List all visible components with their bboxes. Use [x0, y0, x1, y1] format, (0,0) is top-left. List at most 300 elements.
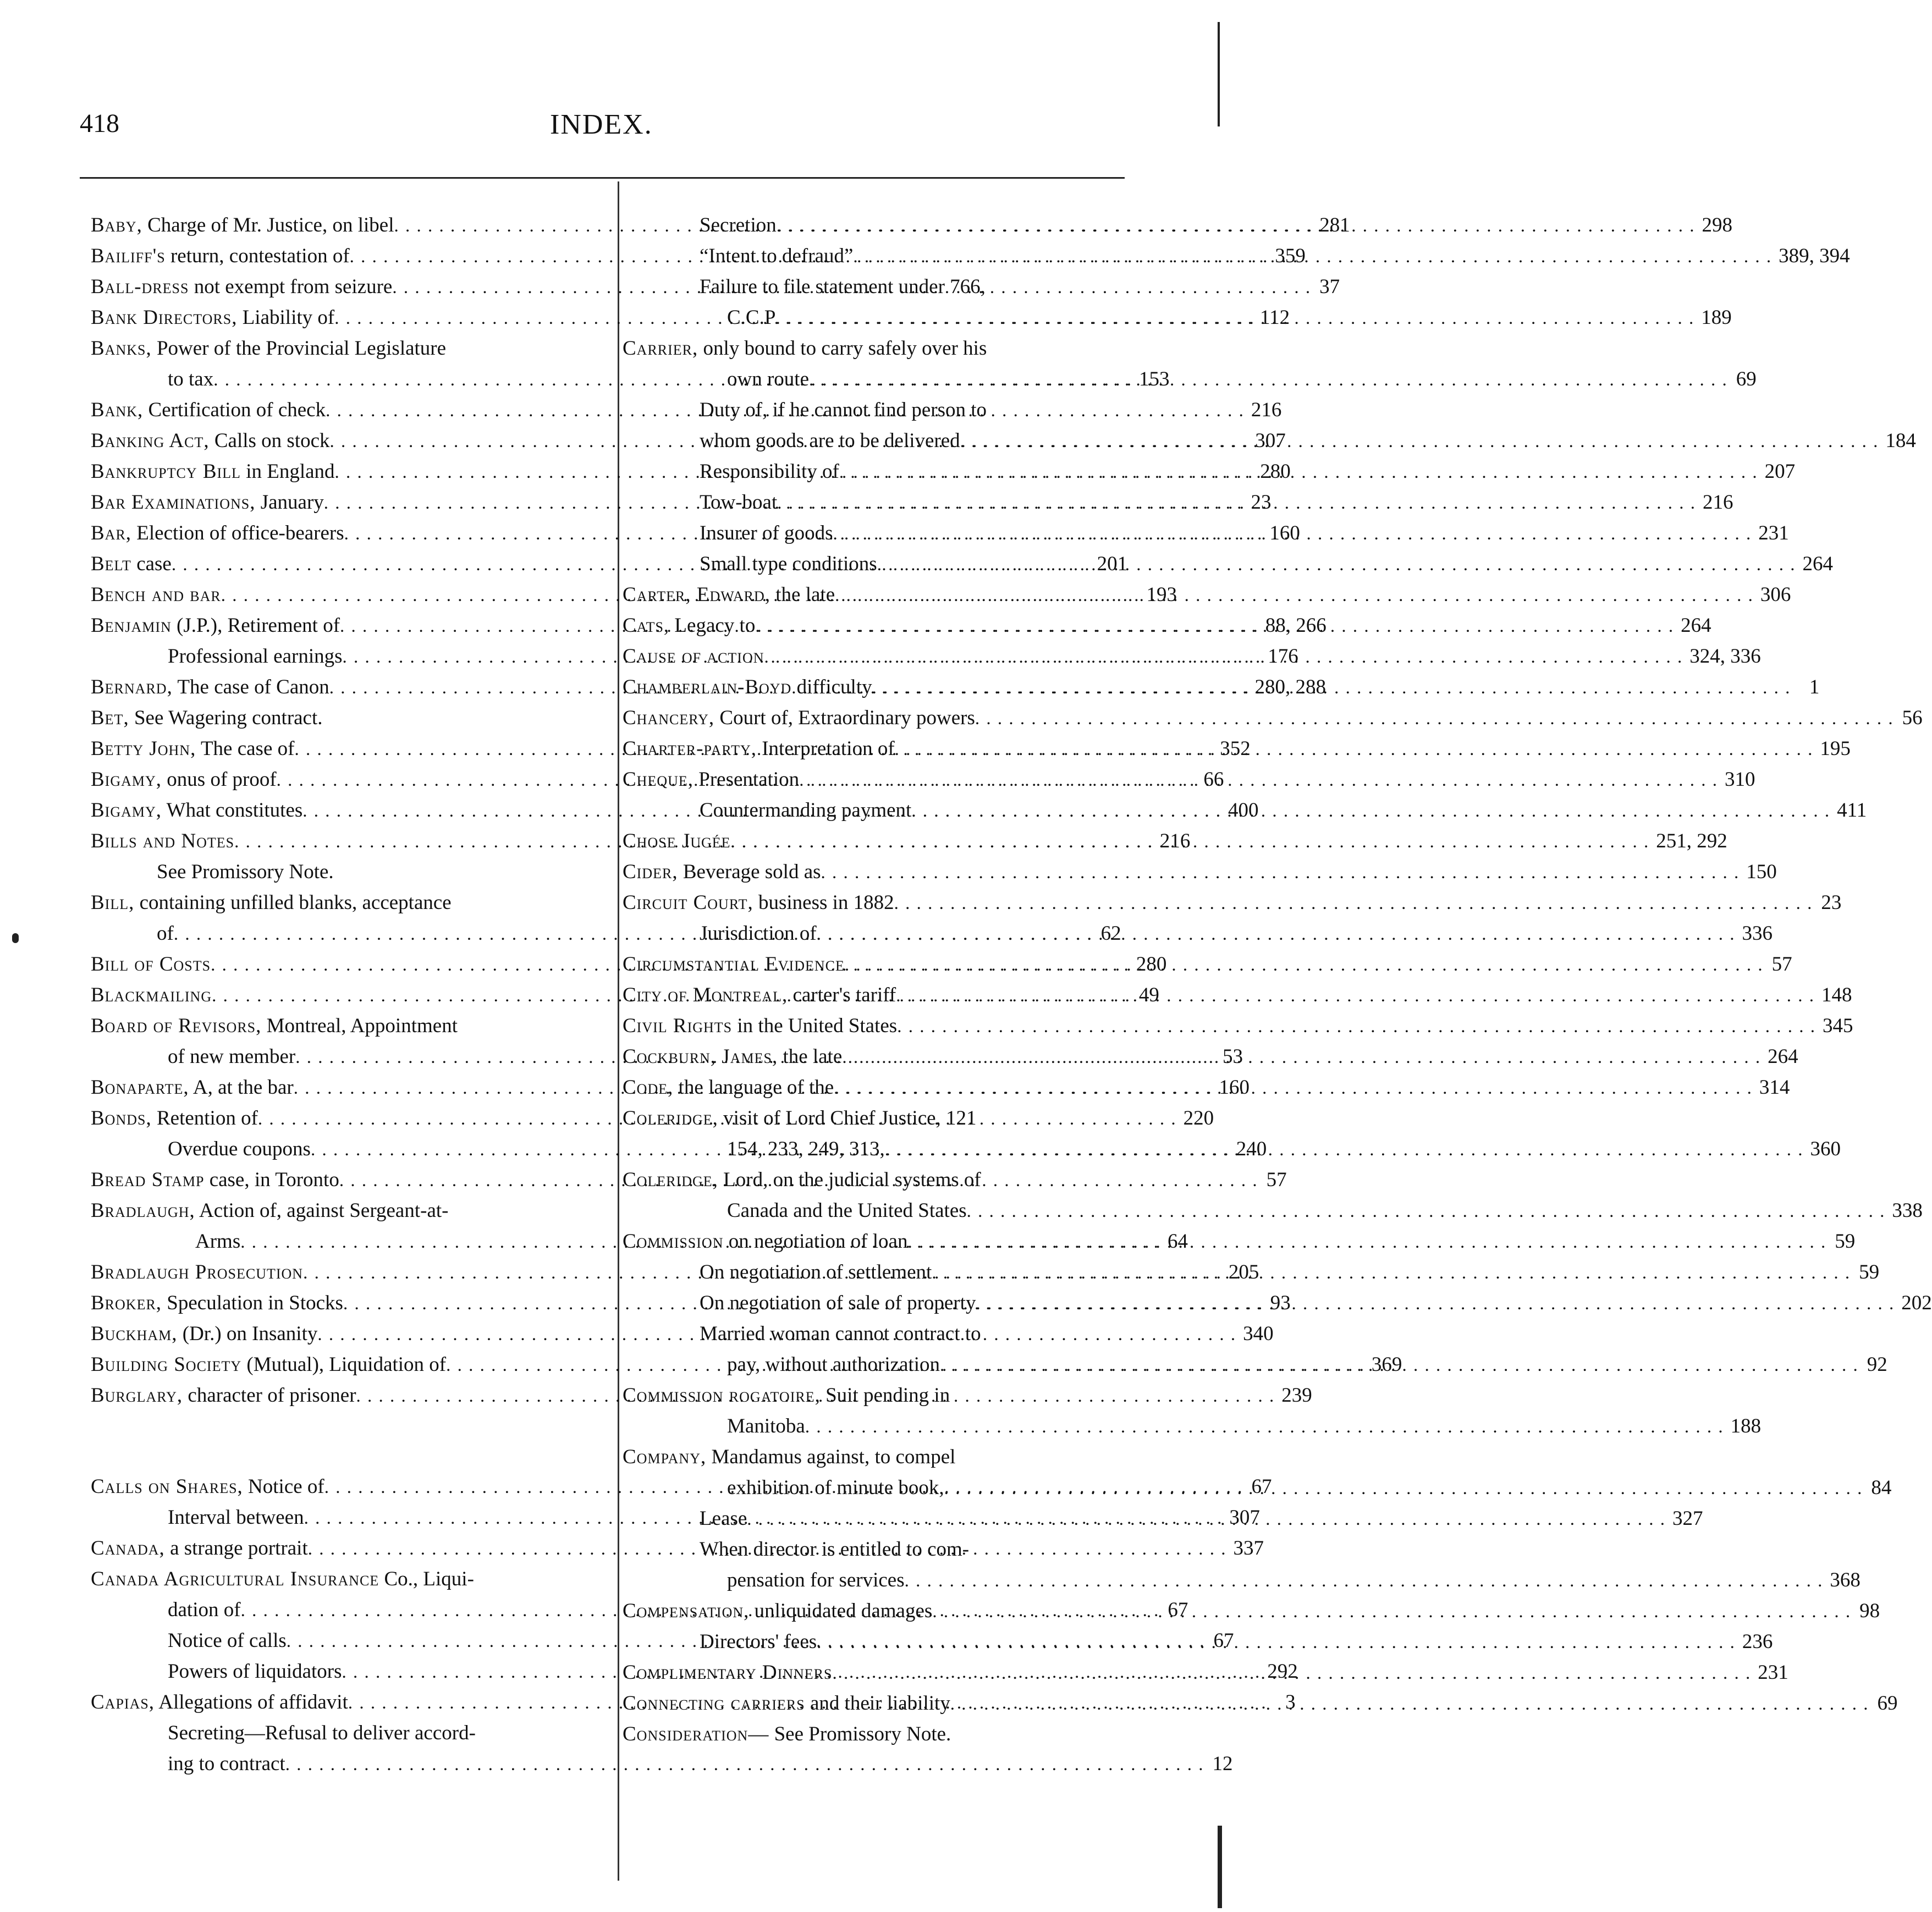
entry-text: [168, 1656, 342, 1687]
page-ref: 251, 292: [1656, 830, 1727, 852]
entry-subject: to tax: [168, 368, 214, 390]
entry-headword: Code,: [623, 1076, 674, 1099]
entry-text: [700, 241, 853, 272]
entry-subject: Power of the Provincial Legislature: [156, 337, 447, 360]
entry-text: [623, 1719, 951, 1750]
page-ref: 57: [1266, 1169, 1287, 1191]
page-ref: 314: [1759, 1076, 1790, 1099]
entry-headword: Civil Rights: [623, 1015, 733, 1037]
entry-subject: The case of: [200, 737, 295, 760]
entry-text: [623, 857, 821, 888]
page-ref: 23: [1821, 891, 1842, 914]
entry-text: [727, 1411, 805, 1442]
entry-text: [157, 857, 334, 888]
entry-headword: Charter-party,: [623, 737, 757, 760]
dot-leader: [799, 765, 1718, 796]
page-ref: 236: [1742, 1630, 1773, 1653]
dot-leader: [894, 888, 1813, 919]
dot-leader: [897, 1011, 1816, 1042]
dot-leader: [896, 980, 1815, 1011]
index-entry: [623, 395, 1089, 426]
entry-subject: (Mutual), Liquidation of: [246, 1353, 447, 1376]
entry-headword: Baby,: [91, 214, 142, 236]
page-ref: 53: [1222, 1045, 1243, 1068]
entry-text: [91, 672, 329, 703]
entry-text: [91, 518, 344, 549]
dot-leader: [832, 1658, 1751, 1689]
dot-leader: [817, 1627, 1736, 1658]
entry-text: [91, 1257, 303, 1288]
entry-headword: Cockburn, James,: [623, 1045, 778, 1068]
page-ref: 352: [1220, 737, 1251, 760]
entry-subject: What constitutes: [166, 799, 303, 822]
dot-leader: [950, 1689, 1869, 1720]
page-ref: 239: [1281, 1384, 1312, 1407]
entry-headword: Consideration—: [623, 1723, 769, 1745]
dot-leader: [911, 796, 1830, 826]
entry-text: [91, 272, 392, 302]
index-entry: [623, 1380, 1089, 1411]
entry-subject: Court of, Extraordinary powers: [719, 707, 975, 729]
entry-headword: Buckham,: [91, 1323, 178, 1345]
index-entry: [623, 1688, 1898, 1719]
entry-subject: whom goods are to be delivered: [700, 429, 960, 452]
entry-subject: Insurer of goods: [700, 522, 833, 544]
entry-text: [91, 764, 277, 795]
page-ref: 160: [1219, 1076, 1250, 1099]
entry-headword: Canada Agricultural Insurance: [91, 1568, 379, 1590]
entry-headword: Commission: [623, 1230, 724, 1253]
entry-text: [700, 426, 960, 456]
dot-leader: [777, 211, 1696, 241]
entry-subject: See Promissory Note.: [774, 1723, 951, 1745]
index-entry: [623, 1165, 1089, 1195]
entry-subject: (J.P.), Retirement of: [177, 614, 340, 637]
entry-text: [91, 888, 452, 918]
entry-text: [700, 1503, 747, 1534]
dot-leader: [775, 303, 1694, 334]
entry-headword: Circumstantial Evidence: [623, 953, 845, 976]
entry-text: [168, 1718, 476, 1749]
page-ref: 23: [1251, 491, 1272, 514]
entry-subject: of: [157, 922, 174, 945]
page-ref: 360: [1810, 1138, 1841, 1160]
page-ref: 327: [1672, 1507, 1703, 1530]
entry-text: [91, 1564, 474, 1595]
entry-text: [91, 1103, 258, 1134]
entry-text: [91, 1533, 308, 1564]
entry-headword: Chose Jugée: [623, 830, 731, 852]
dot-leader: [839, 457, 1758, 488]
page-ref: 280: [1136, 953, 1167, 976]
entry-headword: Bread Stamp: [91, 1169, 205, 1191]
entry-headword: Bonaparte,: [91, 1076, 189, 1099]
entry-headword: Connecting carriers: [623, 1692, 805, 1715]
dot-leader: [755, 611, 1674, 642]
entry-headword: Bradlaugh Prosecution: [91, 1261, 304, 1283]
entry-text: [700, 795, 911, 826]
dot-leader: [872, 673, 1791, 703]
index-entry: [623, 1442, 1089, 1473]
dot-leader: [805, 1412, 1724, 1442]
entry-subject: Interval between: [168, 1506, 304, 1529]
entry-subject: the late: [783, 1045, 843, 1068]
entry-headword: Company,: [623, 1446, 707, 1468]
entry-text: [91, 1380, 356, 1411]
entry-subject: containing unfilled blanks, acceptance: [139, 891, 452, 914]
page-ref: 69: [1736, 368, 1757, 390]
entry-subject: Certification of check: [148, 399, 326, 421]
dot-leader: [821, 857, 1740, 888]
entry-subject: C.C.P: [727, 306, 776, 329]
entry-text: [623, 641, 764, 672]
page-ref: 62: [1100, 922, 1121, 945]
entry-subject: return, contestation of: [170, 245, 350, 267]
entry-text: [168, 1134, 311, 1165]
page-ref: 411: [1837, 799, 1867, 822]
entry-text: [623, 764, 799, 795]
entry-subject: On negotiation of settlement: [700, 1261, 932, 1283]
page-ref: 216: [1703, 491, 1733, 514]
dot-leader: [809, 365, 1728, 395]
entry-text: [700, 272, 986, 302]
index-entry: [91, 1718, 575, 1749]
page-ref: 280: [1260, 460, 1291, 483]
dot-leader: [777, 488, 1696, 519]
page-ref: 389, 394: [1779, 245, 1850, 267]
entry-text: [91, 580, 221, 610]
entry-subject: Retention of: [156, 1107, 258, 1129]
page-ref: 345: [1822, 1015, 1853, 1037]
entry-text: [91, 1072, 294, 1103]
dot-leader: [842, 1042, 1761, 1073]
page-ref: 59: [1835, 1230, 1856, 1253]
dot-leader: [975, 703, 1894, 734]
entry-text: [623, 1657, 832, 1688]
page-ref: 207: [1764, 460, 1796, 483]
index-entry: [623, 1411, 1762, 1442]
entry-subject: Election of office-bearers: [136, 522, 344, 544]
index-entry: [623, 857, 1777, 888]
dot-leader: [960, 426, 1879, 457]
page-ref: 205: [1228, 1261, 1259, 1283]
page-ref: 220: [1183, 1107, 1214, 1129]
page-ref: 59: [1859, 1261, 1880, 1283]
entry-subject: See Wagering contract.: [134, 707, 323, 729]
dot-leader: [764, 642, 1683, 673]
entry-text: [168, 1502, 304, 1533]
entry-text: [700, 395, 987, 426]
page-ref: 195: [1820, 737, 1851, 760]
entry-subject: Lease: [700, 1507, 747, 1530]
entry-headword: Bank Directors,: [91, 306, 238, 329]
entry-headword: Bar,: [91, 522, 132, 544]
entry-headword: Bet,: [91, 707, 129, 729]
dot-leader: [907, 1227, 1826, 1258]
entry-text: [91, 1319, 317, 1349]
section-gap: [91, 1411, 575, 1472]
page-ref: 184: [1885, 429, 1916, 452]
entry-text: [91, 302, 334, 333]
page-ref: 231: [1758, 1661, 1788, 1684]
dot-leader: [834, 1073, 1753, 1104]
page-ref: 1: [1809, 676, 1820, 698]
page-ref: 150: [1746, 861, 1777, 883]
entry-headword: Bill,: [91, 891, 135, 914]
entry-headword: Calls on Shares,: [91, 1475, 243, 1498]
page-ref: 49: [1138, 984, 1159, 1006]
entry-subject: and their liability: [810, 1692, 950, 1715]
entry-subject: of new member: [168, 1045, 296, 1068]
entry-headword: Betty John,: [91, 737, 196, 760]
entry-text: [91, 826, 234, 857]
entry-subject: a strange portrait: [170, 1537, 308, 1560]
index-entry: [623, 1319, 1089, 1349]
page-ref: 37: [1319, 275, 1340, 298]
entry-text: [91, 610, 340, 641]
entry-headword: Building Society: [91, 1353, 242, 1376]
page-ref: 153: [1138, 368, 1170, 390]
entry-headword: Bar Examinations,: [91, 491, 256, 514]
entry-text: [91, 333, 446, 364]
index-entry: [623, 272, 1089, 302]
index-entry: [91, 1011, 575, 1042]
page-ref: 67: [1251, 1475, 1272, 1498]
entry-subject: Notice of: [248, 1475, 324, 1498]
entry-text: [623, 1165, 981, 1195]
page-ref: 359: [1275, 245, 1306, 267]
page-ref: 3: [1285, 1691, 1296, 1713]
page-ref: 264: [1768, 1045, 1798, 1068]
index-entry: [623, 1534, 1089, 1565]
page-ref: 88, 266: [1265, 614, 1326, 637]
page-ref: 231: [1758, 522, 1789, 544]
page-ref: 264: [1681, 614, 1711, 637]
entry-text: [727, 1349, 940, 1380]
page-ref: 298: [1702, 214, 1732, 236]
entry-subject: Responsibility of: [700, 460, 839, 483]
entry-text: [91, 487, 324, 518]
entry-headword: Coleridge,: [623, 1169, 718, 1191]
entry-headword: Capias,: [91, 1691, 155, 1713]
entry-text: [623, 1226, 907, 1257]
entry-subject: “Intent to defraud”: [700, 245, 854, 267]
entry-text: [623, 333, 987, 364]
dot-leader: [817, 919, 1736, 950]
entry-text: [727, 302, 775, 333]
index-entry: [91, 333, 575, 364]
entry-subject: ing to contract: [168, 1753, 285, 1775]
page-ref: 310: [1724, 768, 1755, 791]
index-entry: [91, 703, 575, 734]
entry-subject: difficulty: [796, 676, 872, 698]
dot-leader: [835, 580, 1754, 611]
index-entry: [623, 1565, 1861, 1596]
page-ref: 281: [1319, 214, 1350, 236]
entry-text: [195, 1226, 240, 1257]
entry-text: [157, 918, 174, 949]
entry-subject: only bound to carry safely over his: [703, 337, 987, 360]
entry-text: [91, 980, 212, 1011]
entry-text: [623, 1688, 950, 1719]
entry-subject: unliquidated damages: [754, 1600, 933, 1622]
page-ref: 292: [1267, 1660, 1298, 1683]
entry-headword: Carrier,: [623, 337, 698, 360]
entry-subject: Charge of Mr. Justice, on libel: [147, 214, 394, 236]
dot-leader: [747, 1504, 1666, 1535]
page-ref: 12: [1212, 1753, 1233, 1775]
entry-subject: character of prisoner: [188, 1384, 356, 1407]
entry-subject: pay, without authorization: [727, 1353, 940, 1376]
entry-headword: Bigamy,: [91, 799, 162, 822]
entry-subject: 154, 233, 249, 313,: [727, 1138, 885, 1160]
page-ref: 193: [1146, 583, 1177, 606]
entry-subject: business in 1882: [758, 891, 894, 914]
entry-headword: Carter, Edward,: [623, 583, 771, 606]
page-ref: 84: [1871, 1476, 1892, 1499]
entry-headword: Benjamin: [91, 614, 172, 637]
page-ref: 202: [1901, 1292, 1932, 1314]
entry-subject: in the United States: [737, 1015, 898, 1037]
entry-subject: A, at the bar: [192, 1076, 294, 1099]
entry-headword: Complimentary Dinners: [623, 1661, 833, 1684]
entry-subject: See Promissory Note.: [157, 861, 334, 883]
index-entry: [623, 703, 1923, 734]
index-entry: [623, 1011, 1853, 1042]
entry-text: [168, 1626, 287, 1656]
index-entry: [623, 333, 1089, 364]
index-entry: [623, 1103, 1089, 1134]
entry-text: [91, 703, 323, 734]
entry-headword: Belt: [91, 553, 131, 575]
entry-subject: on negotiation of loan: [728, 1230, 908, 1253]
entry-text: [623, 826, 731, 857]
dot-leader: [885, 1134, 1804, 1165]
dot-leader: [967, 1196, 1886, 1227]
entry-headword: Ball-dress: [91, 275, 189, 298]
entry-text: [168, 641, 343, 672]
page-ref: 92: [1867, 1353, 1887, 1376]
entry-subject: onus of proof: [167, 768, 277, 791]
entry-headword: City of Montreal,: [623, 984, 788, 1006]
index-entry: [623, 888, 1842, 918]
entry-text: [168, 1749, 285, 1779]
entry-text: [700, 1319, 981, 1349]
entry-subject: carter's tariff: [792, 984, 896, 1006]
entry-text: [700, 210, 777, 241]
entry-subject: Notice of calls: [168, 1629, 287, 1652]
entry-subject: Powers of liquidators: [168, 1660, 342, 1683]
entry-subject: Beverage sold as: [682, 861, 821, 883]
entry-text: [91, 1165, 339, 1195]
edge-mark: [1218, 1826, 1222, 1908]
entry-text: [623, 949, 845, 980]
page-ref: 93: [1270, 1292, 1291, 1314]
page-ref: 340: [1243, 1323, 1274, 1345]
dot-leader: [895, 734, 1814, 765]
entry-text: [700, 1627, 817, 1657]
page-ref: 216: [1159, 830, 1191, 852]
entry-subject: Montreal, Appointment: [266, 1015, 458, 1037]
entry-subject: pensation for services: [727, 1569, 905, 1591]
page-ref: 112: [1259, 306, 1290, 329]
entry-subject: Action of, against Sergeant-at-: [199, 1199, 449, 1222]
entry-text: [91, 1472, 324, 1502]
entry-subject: Secretion: [700, 214, 777, 236]
entry-text: [91, 1349, 446, 1380]
entry-subject: Directors' fees: [700, 1630, 817, 1653]
margin-mark: [12, 933, 19, 943]
dot-leader: [932, 1258, 1851, 1288]
page-ref: 400: [1228, 799, 1259, 822]
entry-headword: Chamberlain-Boyd: [623, 676, 792, 698]
entry-text: [623, 1072, 834, 1103]
entry-headword: Bankruptcy Bill: [91, 460, 241, 483]
entry-subject: January: [260, 491, 324, 514]
entry-text: [700, 1257, 932, 1288]
page-ref: 98: [1859, 1600, 1880, 1622]
entry-text: [623, 888, 894, 918]
page-ref: 307: [1229, 1506, 1260, 1529]
index-entry: [91, 1564, 575, 1595]
dot-leader: [731, 826, 1650, 857]
entry-subject: Married woman cannot contract to: [700, 1323, 981, 1345]
entry-subject: (Dr.) on Insanity: [182, 1323, 318, 1345]
dot-leader: [285, 1749, 1204, 1780]
dot-leader: [932, 1596, 1851, 1627]
dot-leader: [976, 1288, 1895, 1319]
entry-subject: Secreting—Refusal to deliver accord-: [168, 1722, 476, 1744]
entry-subject: Canada and the United States: [727, 1199, 967, 1222]
entry-text: [623, 672, 872, 703]
entry-subject: Failure to file statement under 766,: [700, 275, 986, 298]
page-ref: 307: [1255, 429, 1286, 452]
page-ref: 188: [1730, 1415, 1762, 1437]
entry-subject: Jurisdiction of: [700, 922, 817, 945]
running-title: INDEX.: [550, 109, 653, 140]
entry-text: [623, 734, 895, 764]
page-ref: 67: [1213, 1629, 1234, 1652]
entry-subject: in England: [246, 460, 335, 483]
entry-text: [91, 795, 302, 826]
index-entry: [623, 1719, 1089, 1750]
entry-subject: not exempt from seizure: [194, 275, 393, 298]
index-entry: [91, 1195, 575, 1226]
page-ref: 189: [1701, 306, 1732, 329]
entry-text: [700, 918, 817, 949]
dot-leader: [833, 519, 1752, 549]
page-ref: 280, 288: [1254, 676, 1326, 698]
entry-text: [623, 610, 755, 641]
entry-subject: Tow-boat: [700, 491, 778, 514]
entry-text: [623, 1042, 842, 1072]
entry-text: [623, 1380, 950, 1411]
entry-subject: Duty of, if he cannot find person to: [700, 399, 987, 421]
entry-text: [727, 1565, 905, 1596]
entry-headword: Cause of action: [623, 645, 764, 668]
entry-subject: Lord, on the judicial systems of: [723, 1169, 981, 1191]
entry-subject: Legacy to: [674, 614, 756, 637]
page-number: 418: [80, 109, 119, 138]
page-ref: 67: [1168, 1599, 1188, 1621]
entry-subject: On negotiation of sale of property: [700, 1292, 976, 1314]
entry-text: [727, 1473, 944, 1503]
page-ref: 64: [1167, 1230, 1188, 1253]
entry-text: [91, 1687, 348, 1718]
dot-leader: [877, 549, 1796, 580]
entry-text: [727, 364, 809, 395]
entry-text: [91, 426, 330, 456]
